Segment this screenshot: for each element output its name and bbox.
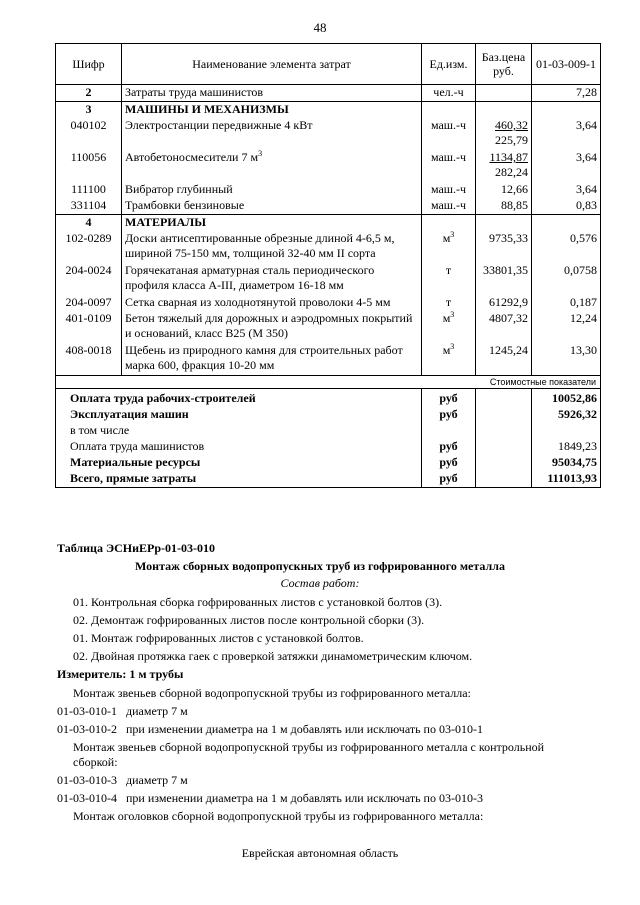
cell-unit [422,263,476,295]
summary-row [56,471,601,488]
summary-value: 111013,93 [532,471,601,488]
cell-value: 7,28 [532,85,601,102]
cell-unit [422,102,476,119]
cell-unit [422,198,476,215]
cell-name [122,263,422,295]
cell-code: 4 [56,215,122,232]
cell-unit-text: маш.-ч [430,150,467,164]
page-number: 48 [313,20,327,35]
summary-row [56,407,601,423]
cell-price [476,295,532,311]
summary-empty [476,423,532,439]
cell-price [476,102,532,119]
table-header-row [56,44,601,85]
summary-value: 5926,32 [532,407,601,423]
summary-unit: руб [422,455,476,471]
cell-code: 401-0109 [56,311,122,343]
table-row [56,182,601,198]
table-row [56,343,601,376]
cell-value: 0,576 [532,231,601,263]
cell-unit-text: чел.-ч [433,85,464,99]
price-value: 33801,35 [483,263,528,277]
cell-price [476,118,532,150]
summary-empty [476,471,532,488]
cost-indicators-label: Стоимостные показатели [56,376,601,389]
cell-unit [422,215,476,232]
cell-unit [422,231,476,263]
price-value: 12,66 [501,182,528,196]
cell-unit [422,182,476,198]
summary-name: Оплата труда рабочих-строителей [56,389,422,408]
step-2: 02. Демонтаж гофрированных листов после контрольной сборки (3). [73,613,425,627]
cell-code: 204-0024 [56,263,122,295]
header-code: Шифр [56,44,122,85]
cell-name-text: Трамбовки бензиновые [125,198,245,212]
cell-name-text: Бетон тяжелый для дорожных и аэродромных покрытий и оснований, класс В25 (М 350) [125,311,413,340]
header-unit: Ед.изм. [422,44,476,85]
paragraph-2a: Монтаж звеньев сборной водопропускной трубы из гофрированного металла с контрольной [73,740,545,754]
cell-price [476,311,532,343]
summary-name: Всего, прямые затраты [56,471,422,488]
measure-line: Измеритель: 1 м трубы [57,667,184,681]
composition-label: Состав работ: [280,576,360,590]
table-row [56,231,601,263]
cell-value: 12,24 [532,311,601,343]
cell-value [532,215,601,232]
unit-superscript: 3 [450,310,455,319]
cell-name [122,295,422,311]
norm-1 [57,704,188,719]
cell-code: 3 [56,102,122,119]
name-superscript: 3 [258,149,263,158]
cell-name-text: Горячекатаная арматурная сталь периодического профиля класса А-III, диаметром 16-18 мм [125,263,375,292]
cell-unit-text: т [445,263,452,277]
summary-unit: руб [422,389,476,408]
cell-price [476,231,532,263]
norm-3-code: 01-03-010-3 [57,773,117,787]
table-row [56,198,601,215]
cell-value: 0,187 [532,295,601,311]
cell-unit-text: м [442,343,451,357]
price-value: 88,85 [501,198,528,212]
header-name: Наименование элемента затрат [122,44,422,85]
cell-unit-text: м [442,231,451,245]
cell-value: 3,64 [532,150,601,182]
cell-code: 408-0018 [56,343,122,376]
table-row [56,311,601,343]
cell-name [122,215,422,232]
summary-unit: руб [422,439,476,455]
cell-unit [422,85,476,102]
norm-4 [57,791,483,806]
price-value: 4807,32 [489,311,528,325]
unit-superscript: 3 [450,342,455,351]
table-row [56,118,601,150]
header-price: Баз.цена руб. [476,44,532,85]
paragraph-2b: сборкой: [73,755,118,769]
cell-price [476,150,532,182]
table-body [56,85,601,488]
norm-1-code: 01-03-010-1 [57,704,117,718]
cell-code: 2 [56,85,122,102]
table-row [56,215,601,232]
step-3: 01. Монтаж гофрированных листов с установкой болтов. [73,631,364,645]
cost-indicators-row [56,376,601,389]
cell-unit-text: м [442,311,451,325]
summary-name: Материальные ресурсы [56,455,422,471]
price-value: 1134,87 [489,150,528,164]
cell-name [122,102,422,119]
cell-unit [422,118,476,150]
cost-table [55,43,601,488]
summary-value [532,423,601,439]
cell-name-text: МАШИНЫ И МЕХАНИЗМЫ [125,102,289,116]
norm-2 [57,722,483,737]
norm-3 [57,773,188,788]
summary-row [56,455,601,471]
paragraph-3: Монтаж оголовков сборной водопропускной трубы из гофрированного металла: [73,809,484,823]
cell-name-text: МАТЕРИАЛЫ [125,215,206,229]
cell-value: 13,30 [532,343,601,376]
norm-2-code: 01-03-010-2 [57,722,117,736]
cell-price [476,85,532,102]
summary-unit: руб [422,471,476,488]
price-value: 1245,24 [489,343,528,357]
cell-unit-text: маш.-ч [430,198,467,212]
cell-name-text: Щебень из природного камня для строительных работ марка 600, фракция 10-20 мм [125,343,403,372]
table-row [56,102,601,119]
cell-price [476,182,532,198]
cell-price [476,198,532,215]
summary-row [56,389,601,408]
cell-value: 3,64 [532,118,601,150]
summary-unit [422,423,476,439]
table-row [56,263,601,295]
cell-name [122,311,422,343]
summary-value: 10052,86 [532,389,601,408]
step-1: 01. Контрольная сборка гофрированных листов с установкой болтов (3). [73,595,443,609]
summary-value: 1849,23 [532,439,601,455]
cell-name [122,85,422,102]
cell-name [122,198,422,215]
unit-superscript: 3 [450,230,455,239]
cell-code: 102-0289 [56,231,122,263]
section-heading: Монтаж сборных водопропускных труб из гофрированного металла [135,559,505,573]
price-value: 460,32 [495,118,528,132]
cell-price [476,263,532,295]
summary-row [56,423,601,439]
cell-value: 0,83 [532,198,601,215]
summary-value: 95034,75 [532,455,601,471]
summary-name: в том числе [56,423,422,439]
cell-price [476,343,532,376]
footer-region: Еврейская автономная область [241,846,399,860]
cell-unit [422,311,476,343]
cell-value: 0,0758 [532,263,601,295]
cell-name-text: Вибратор глубинный [125,182,233,196]
cell-name [122,118,422,150]
norm-4-code: 01-03-010-4 [57,791,117,805]
cell-name-text: Сетка сварная из холоднотянутой проволоки 4-5 мм [125,295,391,309]
cell-unit-text: т [445,295,452,309]
cell-price [476,215,532,232]
summary-empty [476,455,532,471]
cell-name [122,150,422,182]
price-value: 61292,9 [489,295,528,309]
cell-code: 111100 [56,182,122,198]
price-secondary: 282,24 [495,165,528,179]
cell-code: 331104 [56,198,122,215]
step-4: 02. Двойная протяжка гаек с проверкой затяжки динамометрическим ключом. [73,649,473,663]
cell-name [122,182,422,198]
cell-unit-text: маш.-ч [430,182,467,196]
price-value: 9735,33 [489,231,528,245]
cell-name-text: Доски антисептированные обрезные длиной 4-6,5 м, шириной 75-150 мм, толщиной 32-40 мм II сорта [125,231,395,260]
header-norm: 01-03-009-1 [532,44,601,85]
cell-name-text: Затраты труда машинистов [125,85,264,99]
norm-3-text: диаметр 7 м [126,773,188,787]
cell-unit [422,295,476,311]
cell-code: 110056 [56,150,122,182]
cell-unit [422,150,476,182]
cell-name [122,343,422,376]
summary-empty [476,407,532,423]
cell-unit [422,343,476,376]
cell-name-text: Автобетоносмесители 7 м [125,150,259,164]
norm-4-text: при изменении диаметра на 1 м добавлять или исключать по 03-010-3 [126,791,483,805]
summary-empty [476,389,532,408]
cell-name [122,231,422,263]
cell-value [532,102,601,119]
cell-value: 3,64 [532,182,601,198]
cell-code: 204-0097 [56,295,122,311]
cell-code: 040102 [56,118,122,150]
price-secondary: 225,79 [495,133,528,147]
cell-name-text: Электростанции передвижные 4 кВт [125,118,313,132]
table-row [56,85,601,102]
summary-name: Эксплуатация машин [56,407,422,423]
table-row [56,295,601,311]
summary-row [56,439,601,455]
norm-2-text: при изменении диаметра на 1 м добавлять или исключать по 03-010-1 [126,722,483,736]
paragraph-1: Монтаж звеньев сборной водопропускной трубы из гофрированного металла: [73,686,471,700]
norm-1-text: диаметр 7 м [126,704,188,718]
summary-empty [476,439,532,455]
table-row [56,150,601,182]
table-title: Таблица ЭСНиЕРр-01-03-010 [57,541,216,555]
cell-unit-text: маш.-ч [430,118,467,132]
summary-name: Оплата труда машинистов [56,439,422,455]
summary-unit: руб [422,407,476,423]
